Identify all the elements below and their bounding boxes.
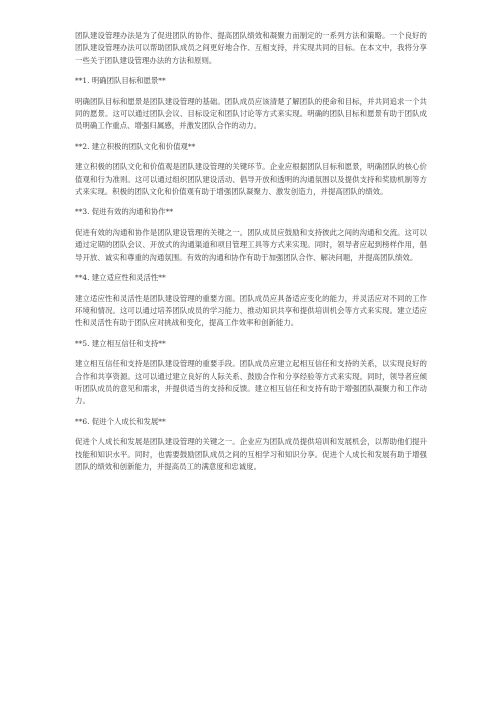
section-heading: **1. 明确团队目标和愿景** <box>75 76 166 86</box>
section-body: 促进有效的沟通和协作是团队建设管理的关键之一。团队成员应鼓励和支持彼此之间的沟通和交流。这可以通过定期的团队会议、开放式的沟通渠道和项目管理工具等方式来实现。同时，领导者应起到榜样作用，倡导开放、诚实和尊重的沟通氛围。有效的沟通和协作有助于加强团队合作、解决问题，并提高团队绩效。 <box>75 227 427 262</box>
section-heading: **3. 促进有效的沟通和协作** <box>75 207 174 217</box>
section-1 <box>75 75 427 133</box>
section-body: 建立积极的团队文化和价值观是团队建设管理的关键环节。企业应根据团队目标和愿景，明确团队的核心价值观和行为准则。这可以通过组织团队建设活动、倡导开放和透明的沟通氛围以及提供支持和奖励机制等方式来实现。积极的团队文化和价值观有助于增强团队凝聚力、激发创造力，并提高团队的绩效。 <box>75 162 427 197</box>
section-6 <box>75 416 427 474</box>
section-4 <box>75 272 427 330</box>
section-2 <box>75 141 427 199</box>
section-heading: **5. 建立相互信任和支持** <box>75 338 166 348</box>
section-heading: **4. 建立适应性和灵活性** <box>75 273 166 283</box>
section-5 <box>75 338 427 408</box>
section-heading: **6. 促进个人成长和发展** <box>75 416 166 426</box>
section-3 <box>75 206 427 264</box>
section-body: 明确团队目标和愿景是团队建设管理的基础。团队成员应该清楚了解团队的使命和目标，并共同追求一个共同的愿景。这可以通过团队会议、目标设定和团队讨论等方式来实现。明确的团队目标和愿景有助于团队成员明确工作重点、增强归属感，并激发团队合作的动力。 <box>75 96 427 131</box>
section-body: 建立相互信任和支持是团队建设管理的重要手段。团队成员应建立起相互信任和支持的关系，以实现良好的合作和共享资源。这可以通过建立良好的人际关系、鼓励合作和分享经验等方式来实现。同时，领导者应倾听团队成员的意见和需求，并提供适当的支持和反馈。建立相互信任和支持有助于增强团队凝聚力和工作动力。 <box>75 359 427 406</box>
intro-paragraph: 团队建设管理办法是为了促进团队的协作、提高团队绩效和凝聚力而制定的一系列方法和策略。一个良好的团队建设管理办法可以帮助团队成员之间更好地合作、互相支持，并实现共同的目标。在本文中，我将分享一些关于团队建设管理办法的方法和原则。 <box>75 31 427 65</box>
section-heading: **2. 建立积极的团队文化和价值观** <box>75 141 196 151</box>
section-body: 建立适应性和灵活性是团队建设管理的重要方面。团队成员应具备适应变化的能力，并灵活应对不同的工作环境和情况。这可以通过培养团队成员的学习能力、推动知识共享和提供培训机会等方式来实现。建立适应性和灵活性有助于团队应对挑战和变化，提高工作效率和创新能力。 <box>75 293 427 328</box>
section-body: 促进个人成长和发展是团队建设管理的关键之一。企业应为团队成员提供培训和发展机会，以帮助他们提升技能和知识水平。同时，也需要鼓励团队成员之间的互相学习和知识分享。促进个人成长和发展有助于增强团队的绩效和创新能力，并提高员工的满意度和忠诚度。 <box>75 437 427 471</box>
document-page <box>75 30 427 481</box>
